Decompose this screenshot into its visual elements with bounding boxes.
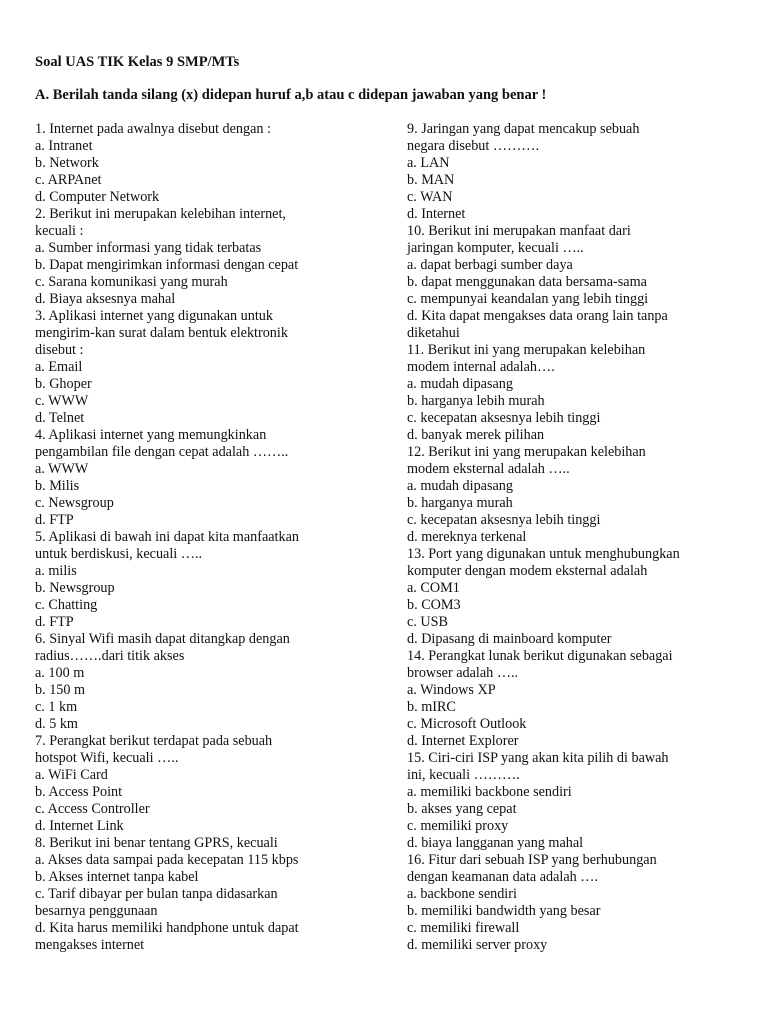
question-text-line: d. Kita dapat mengakses data orang lain tanpa (407, 308, 668, 324)
question-text-line: 14. Perangkat lunak berikut digunakan sebagai (407, 648, 673, 664)
question-text-line: c. kecepatan aksesnya lebih tinggi (407, 512, 601, 528)
question-text-line: c. mempunyai keandalan yang lebih tinggi (407, 291, 649, 307)
question-text-line: a. WWW (35, 461, 89, 477)
question-text-line: mengakses internet (35, 937, 145, 953)
question-text-line: b. MAN (407, 172, 455, 188)
question-text-line: dengan keamanan data adalah …. (407, 869, 599, 885)
question-text-line: d. banyak merek pilihan (407, 427, 545, 443)
question-text-line: c. Tarif dibayar per bulan tanpa didasarkan (35, 886, 278, 902)
question-text-line: c. memiliki proxy (407, 818, 509, 834)
question-text-line: b. dapat menggunakan data bersama-sama (407, 274, 647, 290)
question-text-line: a. milis (35, 563, 77, 579)
question-text-line: negara disebut ………. (407, 138, 539, 154)
question-text-line: 7. Perangkat berikut terdapat pada sebuah (35, 733, 273, 749)
question-text-line: a. mudah dipasang (407, 376, 513, 392)
question-text-line: 13. Port yang digunakan untuk menghubungkan (407, 546, 680, 562)
question-text-line: b. mIRC (407, 699, 456, 715)
question-text-line: c. 1 km (35, 699, 78, 715)
question-text-line: 4. Aplikasi internet yang memungkinkan (35, 427, 267, 443)
question-text-line: 12. Berikut ini yang merupakan kelebihan (407, 444, 646, 460)
question-text-line: d. FTP (35, 512, 74, 528)
question-text-line: 1. Internet pada awalnya disebut dengan : (35, 121, 271, 137)
question-text-line: a. WiFi Card (35, 767, 108, 783)
question-text-line: a. Akses data sampai pada kecepatan 115 kbps (35, 852, 299, 868)
question-text-line: a. COM1 (407, 580, 460, 596)
question-text-line: b. Access Point (35, 784, 123, 800)
question-text-line: diketahui (407, 325, 460, 341)
question-text-line: a. LAN (407, 155, 450, 171)
left-question-column (35, 121, 380, 954)
question-text-line: d. Telnet (35, 410, 85, 426)
question-text-line: modem eksternal adalah ….. (407, 461, 570, 477)
question-text-line: b. memiliki bandwidth yang besar (407, 903, 601, 919)
question-text-line: 8. Berikut ini benar tentang GPRS, kecuali (35, 835, 278, 851)
question-text-line: b. Newsgroup (35, 580, 115, 596)
question-text-line: c. Access Controller (35, 801, 150, 817)
question-text-line: d. Internet (407, 206, 466, 222)
question-text-line: jaringan komputer, kecuali ….. (407, 240, 584, 256)
question-text-line: c. kecepatan aksesnya lebih tinggi (407, 410, 601, 426)
question-text-line: c. Newsgroup (35, 495, 114, 511)
question-text-line: d. Kita harus memiliki handphone untuk dapat (35, 920, 299, 936)
question-text-line: disebut : (35, 342, 84, 358)
section-instruction: A. Berilah tanda silang (x) didepan huruf a,b atau c didepan jawaban yang benar ! (35, 87, 547, 103)
question-text-line: 9. Jaringan yang dapat mencakup sebuah (407, 121, 640, 137)
question-text-line: c. WWW (35, 393, 89, 409)
question-text-line: 15. Ciri-ciri ISP yang akan kita pilih di bawah (407, 750, 669, 766)
question-text-line: b. Milis (35, 478, 80, 494)
question-text-line: c. Chatting (35, 597, 98, 613)
question-text-line: b. Ghoper (35, 376, 92, 392)
question-text-line: 11. Berikut ini yang merupakan kelebihan (407, 342, 646, 358)
question-text-line: a. backbone sendiri (407, 886, 517, 902)
question-text-line: a. Email (35, 359, 83, 375)
question-text-line: d. 5 km (35, 716, 78, 732)
question-text-line: d. Internet Explorer (407, 733, 519, 749)
right-question-column (407, 121, 752, 954)
question-text-line: a. mudah dipasang (407, 478, 513, 494)
question-text-line: d. memiliki server proxy (407, 937, 548, 953)
question-text-line: 3. Aplikasi internet yang digunakan untuk (35, 308, 273, 324)
question-text-line: d. Computer Network (35, 189, 160, 205)
question-text-line: browser adalah ….. (407, 665, 519, 681)
question-text-line: 5. Aplikasi di bawah ini dapat kita manfaatkan (35, 529, 299, 545)
question-text-line: b. Akses internet tanpa kabel (35, 869, 199, 885)
question-text-line: b. COM3 (407, 597, 461, 613)
question-text-line: b. harganya lebih murah (407, 393, 545, 409)
question-text-line: komputer dengan modem eksternal adalah (407, 563, 648, 579)
question-text-line: 6. Sinyal Wifi masih dapat ditangkap dengan (35, 631, 290, 647)
question-text-line: d. Dipasang di mainboard komputer (407, 631, 612, 647)
question-text-line: a. Windows XP (407, 682, 496, 698)
question-text-line: c. WAN (407, 189, 453, 205)
question-text-line: kecuali : (35, 223, 84, 239)
question-text-line: c. Sarana komunikasi yang murah (35, 274, 228, 290)
question-text-line: b. 150 m (35, 682, 86, 698)
question-text-line: 10. Berikut ini merupakan manfaat dari (407, 223, 631, 239)
question-text-line: besarnya penggunaan (35, 903, 158, 919)
question-text-line: a. Sumber informasi yang tidak terbatas (35, 240, 262, 256)
question-text-line: c. USB (407, 614, 448, 630)
question-text-line: b. harganya murah (407, 495, 513, 511)
question-text-line: modem internal adalah…. (407, 359, 555, 375)
question-text-line: pengambilan file dengan cepat adalah …….. (35, 444, 289, 460)
question-text-line: b. akses yang cepat (407, 801, 517, 817)
question-text-line: a. memiliki backbone sendiri (407, 784, 572, 800)
question-text-line: untuk berdiskusi, kecuali ….. (35, 546, 203, 562)
question-text-line: hotspot Wifi, kecuali ….. (35, 750, 179, 766)
question-text-line: mengirim-kan surat dalam bentuk elektronik (35, 325, 288, 341)
question-text-line: c. Microsoft Outlook (407, 716, 527, 732)
question-text-line: 2. Berikut ini merupakan kelebihan internet, (35, 206, 286, 222)
question-text-line: a. dapat berbagi sumber daya (407, 257, 573, 273)
question-text-line: d. biaya langganan yang mahal (407, 835, 584, 851)
question-text-line: c. ARPAnet (35, 172, 102, 188)
question-text-line: d. Biaya aksesnya mahal (35, 291, 176, 307)
question-text-line: 16. Fitur dari sebuah ISP yang berhubungan (407, 852, 657, 868)
question-text-line: d. mereknya terkenal (407, 529, 527, 545)
question-text-line: d. Internet Link (35, 818, 124, 834)
question-text-line: b. Dapat mengirimkan informasi dengan cepat (35, 257, 299, 273)
question-text-line: c. memiliki firewall (407, 920, 520, 936)
question-text-line: ini, kecuali ………. (407, 767, 520, 783)
question-text-line: d. FTP (35, 614, 74, 630)
question-text-line: a. Intranet (35, 138, 93, 154)
question-text-line: b. Network (35, 155, 99, 171)
question-text-line: radius…….dari titik akses (35, 648, 185, 664)
question-text-line: a. 100 m (35, 665, 85, 681)
document-title: Soal UAS TIK Kelas 9 SMP/MTs (35, 54, 240, 70)
